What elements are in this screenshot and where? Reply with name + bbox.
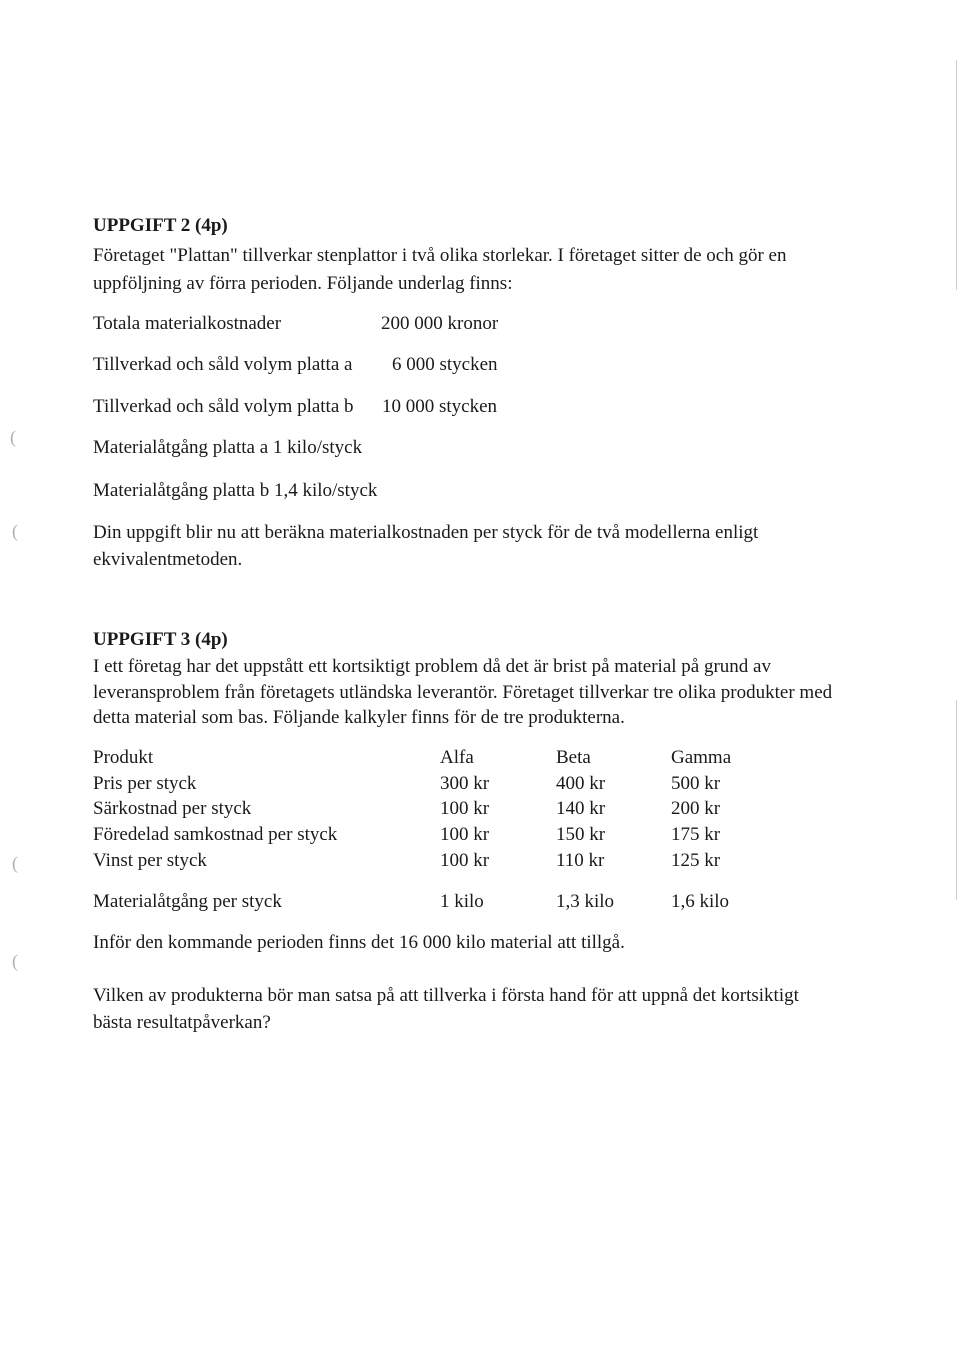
table-cell-gamma: 175 kr <box>671 824 721 845</box>
task2-row-value: 10 000 stycken <box>382 396 498 417</box>
table-header-gamma: Gamma <box>671 747 732 768</box>
task2-usage-a: Materialåtgång platta a 1 kilo/styck <box>93 437 363 458</box>
table-header-product: Produkt <box>93 747 154 768</box>
scan-edge-line <box>956 700 957 900</box>
table-header-beta: Beta <box>556 747 591 768</box>
table-cell-beta: 150 kr <box>556 824 606 845</box>
scan-mark: ( <box>12 853 18 873</box>
task2-usage-b: Materialåtgång platta b 1,4 kilo/styck <box>93 480 378 501</box>
table-cell-label: Föredelad samkostnad per styck <box>93 824 338 845</box>
table-material-alfa: 1 kilo <box>440 891 484 912</box>
table-cell-label: Pris per styck <box>93 773 197 794</box>
task3-intro-line3: detta material som bas. Följande kalkyler finns för de tre produkterna. <box>93 707 625 728</box>
table-material-label: Materialåtgång per styck <box>93 891 282 912</box>
task2-heading: UPPGIFT 2 (4p) <box>93 215 228 236</box>
task3-question-line1: Vilken av produkterna bör man satsa på att tillverka i första hand för att uppnå det kortsiktigt <box>93 985 799 1006</box>
task2-question-line2: ekvivalentmetoden. <box>93 549 243 570</box>
task2-intro-line1: Företaget "Plattan" tillverkar stenplattor i två olika storlekar. I företaget sitter de och gör en <box>93 245 787 266</box>
table-cell-beta: 110 kr <box>556 850 605 871</box>
task3-supply-note: Inför den kommande perioden finns det 16 000 kilo material att tillgå. <box>93 932 625 953</box>
task3-intro-line1: I ett företag har det uppstått ett kortsiktigt problem då det är brist på material på grund av <box>93 656 771 677</box>
task2-row-value: 200 000 kronor <box>381 313 499 334</box>
task2-question-line1: Din uppgift blir nu att beräkna materialkostnaden per styck för de två modellerna enligt <box>93 522 759 543</box>
scan-edge-line <box>956 60 957 290</box>
task2-row-label: Tillverkad och såld volym platta a <box>93 354 353 375</box>
scan-mark: ( <box>12 951 18 971</box>
table-header-alfa: Alfa <box>440 747 474 768</box>
table-cell-alfa: 100 kr <box>440 850 490 871</box>
task3-question-line2: bästa resultatpåverkan? <box>93 1012 271 1033</box>
table-cell-beta: 400 kr <box>556 773 606 794</box>
table-cell-alfa: 100 kr <box>440 824 490 845</box>
scan-mark: ( <box>10 427 16 447</box>
task2-intro-line2: uppföljning av förra perioden. Följande underlag finns: <box>93 273 513 294</box>
table-cell-label: Särkostnad per styck <box>93 798 252 819</box>
table-cell-gamma: 500 kr <box>671 773 721 794</box>
table-cell-alfa: 300 kr <box>440 773 490 794</box>
task2-row-label: Totala materialkostnader <box>93 313 282 334</box>
task2-row-label: Tillverkad och såld volym platta b <box>93 396 354 417</box>
scan-mark: ( <box>12 521 18 541</box>
task2-row-value: 6 000 stycken <box>392 354 498 375</box>
table-cell-label: Vinst per styck <box>93 850 207 871</box>
table-material-beta: 1,3 kilo <box>556 891 615 912</box>
table-cell-beta: 140 kr <box>556 798 606 819</box>
task3-heading: UPPGIFT 3 (4p) <box>93 629 228 650</box>
table-cell-gamma: 200 kr <box>671 798 721 819</box>
task3-intro-line2: leveransproblem från företagets utländska leverantör. Företaget tillverkar tre olika produkter med <box>93 682 833 703</box>
table-cell-alfa: 100 kr <box>440 798 490 819</box>
table-cell-gamma: 125 kr <box>671 850 721 871</box>
table-material-gamma: 1,6 kilo <box>671 891 730 912</box>
